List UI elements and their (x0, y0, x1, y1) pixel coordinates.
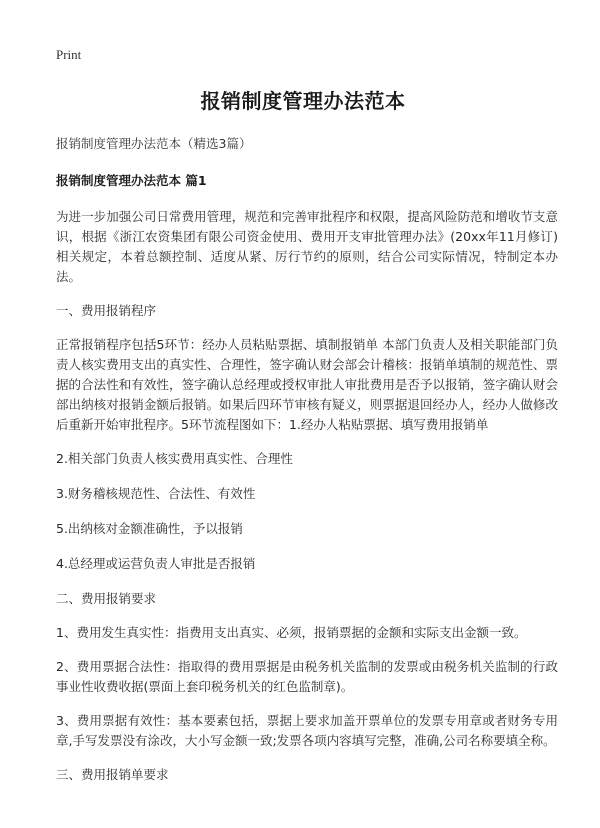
requirement-legality: 2、费用票据合法性：指取得的费用票据是由税务机关监制的发票或由税务机关监制的行政事业性收费收据(票面上套印税务机关的红色监制章)。 (56, 659, 558, 694)
heading-reimbursement-procedure: 一、费用报销程序 (56, 303, 157, 318)
requirement-authenticity: 1、费用发生真实性：指费用支出真实、必须，报销票据的金额和实际支出金额一致。 (56, 625, 527, 640)
requirement-validity: 3、费用票据有效性：基本要素包括，票据上要求加盖开票单位的发票专用章或者财务专用章,手写发票没有涂改，大小写金额一致;发票各项内容填写完整，准确,公司名称要填全称。 (56, 713, 558, 748)
procedure-step-4: 4.总经理或运营负责人审批是否报销 (56, 556, 256, 571)
heading-reimbursement-requirements: 二、费用报销要求 (56, 591, 157, 606)
procedure-step-3: 3.财务稽核规范性、合法性、有效性 (56, 486, 256, 501)
paragraph-procedure: 正常报销程序包括5环节：经办人员粘贴票据、填制报销单 本部门负责人及相关职能部门负责人核实费用支出的真实性、合理性，签字确认财会部会计稽核：报销单填制的规范性、票据的合法性和有效性，签字确认总经理或授权审批人审批费用是否予以报销，签字确认财会部出纳核对报销金额后报销。如果后四环节审核有疑义，则票据退回经办人，经办人做修改后重新开始审批程序。5环节流程图如下：1.经办人粘贴票据、填写费用报销单 (56, 337, 558, 432)
section-heading: 报销制度管理办法范本 篇1 (56, 173, 207, 188)
procedure-step-2: 2.相关部门负责人核实费用真实性、合理性 (56, 451, 293, 466)
print-link[interactable]: Print (56, 47, 82, 62)
paragraph-intro: 为进一步加强公司日常费用管理，规范和完善审批程序和权限，提高风险防范和增收节支意识，根据《浙江农资集团有限公司资金使用、费用开支审批管理办法》(20xx年11月修订)相关规定，本着总额控制、适度从紧、厉行节约的原则，结合公司实际情况，特制定本办法。 (56, 209, 558, 284)
document-subtitle: 报销制度管理办法范本（精选3篇） (56, 136, 252, 151)
document-title: 报销制度管理办法范本 (200, 89, 406, 113)
procedure-step-5: 5.出纳核对金额准确性，予以报销 (56, 521, 243, 536)
heading-form-requirements: 三、费用报销单要求 (56, 767, 169, 782)
